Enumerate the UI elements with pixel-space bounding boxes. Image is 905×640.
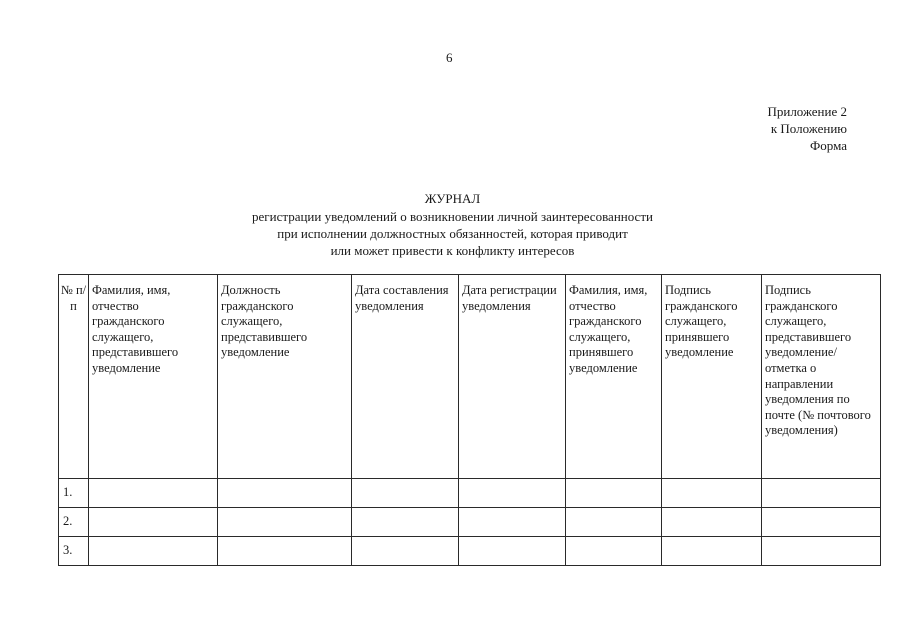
column-header-compose-date: Дата составления уведомления <box>352 275 459 479</box>
table-cell <box>762 479 881 508</box>
table-header-row <box>59 275 881 479</box>
table-cell <box>662 479 762 508</box>
table-cell <box>218 537 352 566</box>
appendix-line: Форма <box>810 138 847 153</box>
row-number-cell: 3. <box>59 537 89 566</box>
document-subtitle-line: регистрации уведомлений о возникновении личной заинтересованности <box>252 209 653 224</box>
table-cell <box>566 537 662 566</box>
appendix-line: Приложение 2 <box>767 104 847 119</box>
column-header-receiver-signature: Подпись гражданского служащего, принявшего уведомление <box>662 275 762 479</box>
table-cell <box>566 479 662 508</box>
table-cell <box>352 508 459 537</box>
table-cell <box>459 508 566 537</box>
table-cell <box>459 479 566 508</box>
table-cell <box>352 537 459 566</box>
appendix-block <box>767 103 847 154</box>
column-header-position: Должность гражданского служащего, представившего уведомление <box>218 275 352 479</box>
document-subtitle-line: при исполнении должностных обязанностей, которая приводит <box>277 226 628 241</box>
table-cell <box>762 508 881 537</box>
column-header-receiver-name: Фамилия, имя, отчество гражданского служащего, принявшего уведомление <box>566 275 662 479</box>
column-header-submitter-signature: Подпись гражданского служащего, представившего уведомление/ отметка о направлении уведомления по почте (№ почтового уведомления) <box>762 275 881 479</box>
table-cell <box>662 508 762 537</box>
table-cell <box>218 508 352 537</box>
page-number: 6 <box>446 50 453 65</box>
table-cell <box>352 479 459 508</box>
appendix-line: к Положению <box>770 121 847 136</box>
document-subtitle-line: или может привести к конфликту интересов <box>330 243 575 258</box>
table-cell <box>662 537 762 566</box>
column-header-registration-date: Дата регистрации уведомления <box>459 275 566 479</box>
table-row <box>59 479 881 508</box>
column-header-full-name: Фамилия, имя, отчество гражданского служащего, представившего уведомление <box>89 275 218 479</box>
column-header-number: № п/п <box>59 275 89 479</box>
table-cell <box>566 508 662 537</box>
table-cell <box>762 537 881 566</box>
table-cell <box>459 537 566 566</box>
journal-table <box>58 274 881 566</box>
row-number-cell: 1. <box>59 479 89 508</box>
table-row <box>59 508 881 537</box>
document-title: ЖУРНАЛ <box>424 191 481 206</box>
table-row <box>59 537 881 566</box>
table-cell <box>89 479 218 508</box>
row-number-cell: 2. <box>59 508 89 537</box>
table-cell <box>89 537 218 566</box>
table-cell <box>218 479 352 508</box>
table-cell <box>89 508 218 537</box>
